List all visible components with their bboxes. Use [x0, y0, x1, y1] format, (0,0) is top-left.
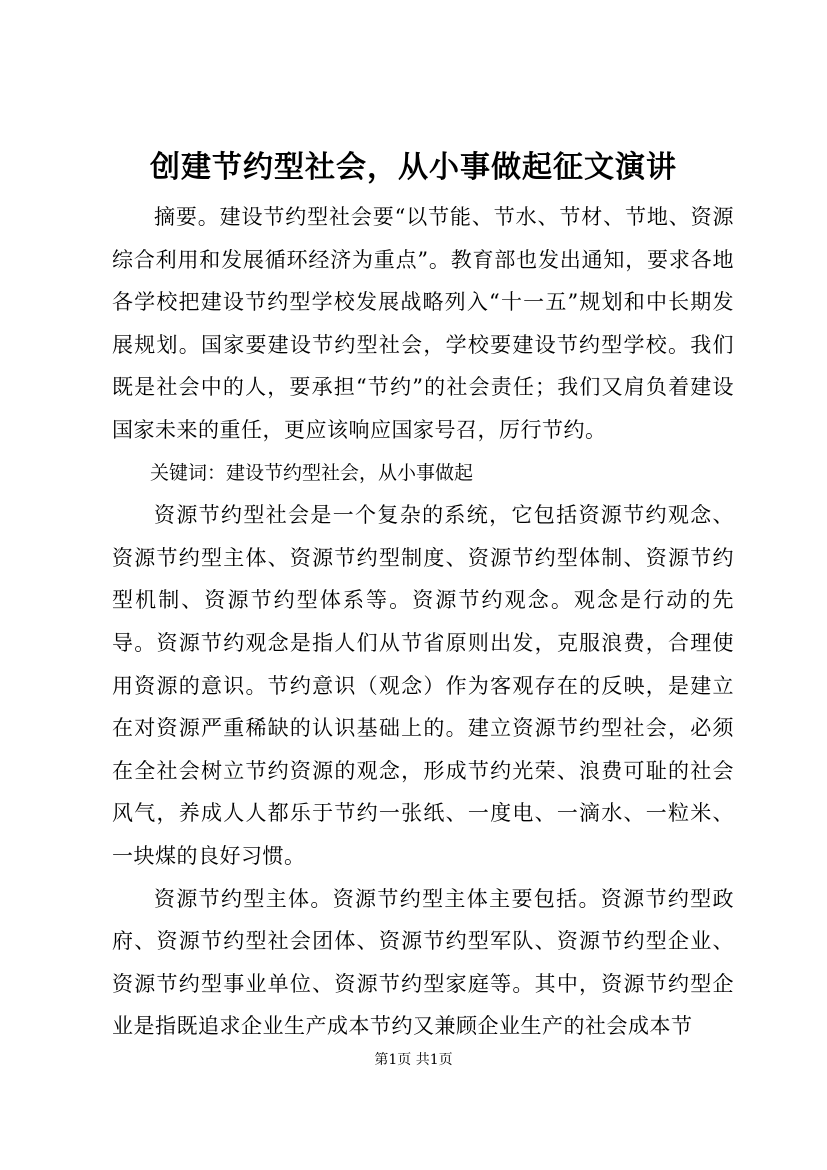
- page-footer: 第1页 共1页: [374, 1052, 453, 1068]
- abstract-paragraph: 摘要。建设节约型社会要“以节能、节水、节材、节地、资源综合利用和发展循环经济为重点”。教育部也发出通知，要求各地各学校把建设节约型学校发展战略列入“十一五”规划和中长期发展规划。国家要建设节约型社会，学校要建设节约型学校。我们既是社会中的人，要承担“节约”的社会责任；我们又肩负着建设国家未来的重任，更应该响应国家号召，厉行节约。: [112, 205, 734, 442]
- document-title: 创建节约型社会，从小事做起征文演讲: [150, 150, 677, 185]
- document-body: [112, 196, 734, 1048]
- keywords-line: 关键词：建设节约型社会，从小事做起: [150, 461, 474, 484]
- body-paragraph-1: 资源节约型社会是一个复杂的系统，它包括资源节约观念、资源节约型主体、资源节约型制度、资源节约型体制、资源节约型机制、资源节约型体系等。资源节约观念。观念是行动的先导。资源节约观念是指人们从节省原则出发，克服浪费，合理使用资源的意识。节约意识（观念）作为客观存在的反映，是建立在对资源严重稀缺的认识基础上的。建立资源节约型社会，必须在全社会树立节约资源的观念，形成节约光荣、浪费可耻的社会风气，养成人人都乐于节约一张纸、一度电、一滴水、一粒米、一块煤的良好习惯。: [112, 503, 734, 868]
- body-paragraph-2: 资源节约型主体。资源节约型主体主要包括。资源节约型政府、资源节约型社会团体、资源节约型军队、资源节约型企业、资源节约型事业单位、资源节约型家庭等。其中，资源节约型企业是指既追求企业生产成本节约又兼顾企业生产的社会成本节: [112, 886, 734, 1039]
